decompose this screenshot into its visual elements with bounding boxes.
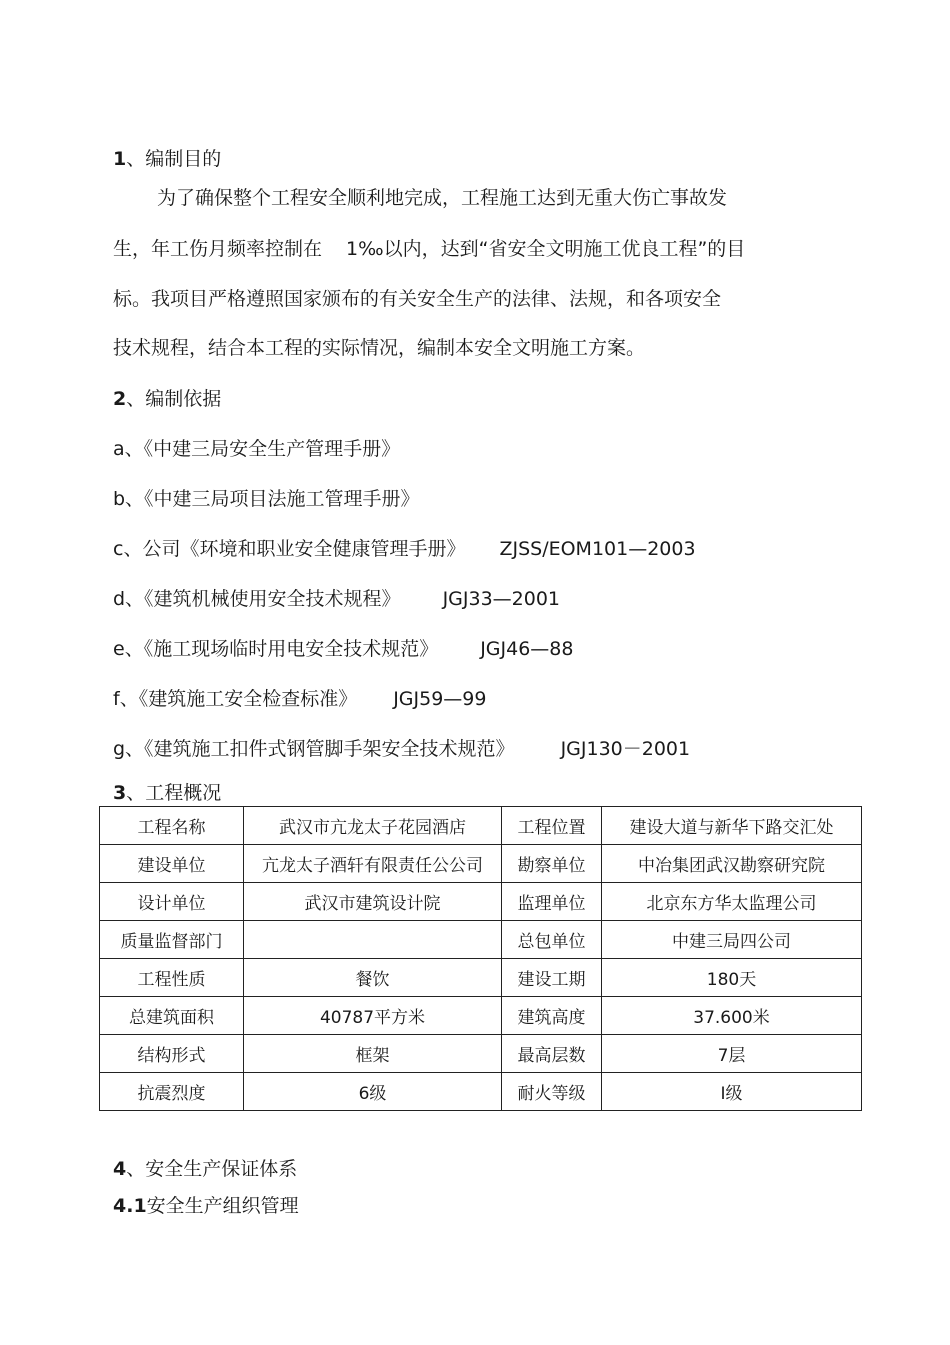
section-4-1-heading (113, 1194, 299, 1218)
table-label-cell: 总建筑面积 (100, 997, 244, 1035)
purpose-line-2 (113, 237, 745, 261)
section-1-number: 1 (113, 148, 127, 170)
table-row (100, 1035, 862, 1073)
basis-item-code: JGJ130－2001 (560, 738, 691, 760)
purpose-line-4: 技术规程，结合本工程的实际情况，编制本安全文明施工方案。 (113, 337, 646, 359)
table-value-cell: 6级 (244, 1073, 502, 1111)
table-row (100, 883, 862, 921)
table-label-cell: 监理单位 (502, 883, 602, 921)
section-3-number: 3 (113, 782, 127, 804)
project-overview-table (99, 806, 862, 1111)
table-row (100, 959, 862, 997)
basis-item-code: JGJ46—88 (480, 638, 574, 660)
overview-table-body (100, 807, 862, 1111)
purpose-line-3: 标。我项目严格遵照国家颁布的有关安全生产的法律、法规，和各项安全 (113, 288, 722, 310)
table-label-cell: 耐火等级 (502, 1073, 602, 1111)
table-label-cell: 抗震烈度 (100, 1073, 244, 1111)
table-label-cell: 建设单位 (100, 845, 244, 883)
section-4-1-title: 安全生产组织管理 (146, 1195, 299, 1217)
section-3-title: 、工程概况 (126, 782, 222, 804)
basis-item-a (113, 437, 400, 461)
section-4-heading (113, 1157, 297, 1181)
basis-item-code: JGJ59—99 (393, 688, 487, 710)
table-value-cell: 亢龙太子酒轩有限责任公公司 (244, 845, 502, 883)
section-2-title: 、编制依据 (126, 388, 222, 410)
table-label-cell: 质量监督部门 (100, 921, 244, 959)
table-row (100, 997, 862, 1035)
table-value-cell: 37.600米 (602, 997, 862, 1035)
table-label-cell: 工程位置 (502, 807, 602, 845)
table-label-cell: 设计单位 (100, 883, 244, 921)
table-value-cell (244, 921, 502, 959)
basis-item-c (113, 537, 696, 561)
section-4-number: 4 (113, 1158, 127, 1180)
basis-item-b (113, 487, 420, 511)
basis-item-text: c、公司《环境和职业安全健康管理手册》 (113, 538, 466, 560)
section-4-1-number: 4.1 (113, 1195, 147, 1217)
table-label-cell: 建设工期 (502, 959, 602, 997)
table-value-cell: 武汉市建筑设计院 (244, 883, 502, 921)
table-row (100, 807, 862, 845)
basis-item-code: ZJSS/EOM101—2003 (499, 538, 696, 560)
table-label-cell: 最高层数 (502, 1035, 602, 1073)
purpose-line-2-b: 1‰以内，达到“省安全文明施工优良工程”的目 (346, 238, 746, 260)
basis-item-code: JGJ33—2001 (442, 588, 561, 610)
table-value-cell: Ⅰ级 (602, 1073, 862, 1111)
table-label-cell: 结构形式 (100, 1035, 244, 1073)
section-3-heading (113, 781, 221, 805)
basis-item-text: f、《建筑施工安全检查标准》 (113, 688, 358, 710)
table-value-cell: 餐饮 (244, 959, 502, 997)
purpose-line-2-a: 生，年工伤月频率控制在 (113, 238, 323, 260)
table-value-cell: 7层 (602, 1035, 862, 1073)
table-label-cell: 勘察单位 (502, 845, 602, 883)
basis-item-d (113, 587, 560, 611)
section-2-heading (113, 387, 221, 411)
table-row (100, 921, 862, 959)
table-row (100, 1073, 862, 1111)
table-label-cell: 工程性质 (100, 959, 244, 997)
section-1-title: 、编制目的 (126, 148, 222, 170)
table-value-cell: 40787平方米 (244, 997, 502, 1035)
basis-item-text: g、《建筑施工扣件式钢管脚手架安全技术规范》 (113, 738, 515, 760)
purpose-line-1: 为了确保整个工程安全顺利地完成，工程施工达到无重大伤亡事故发 (157, 187, 728, 209)
section-4-title: 、安全生产保证体系 (126, 1158, 298, 1180)
table-value-cell: 180天 (602, 959, 862, 997)
table-value-cell: 建设大道与新华下路交汇处 (602, 807, 862, 845)
table-label-cell: 工程名称 (100, 807, 244, 845)
section-2-number: 2 (113, 388, 127, 410)
table-value-cell: 中建三局四公司 (602, 921, 862, 959)
basis-item-text: b、《中建三局项目法施工管理手册》 (113, 488, 420, 510)
basis-item-text: a、《中建三局安全生产管理手册》 (113, 438, 401, 460)
basis-item-text: e、《施工现场临时用电安全技术规范》 (113, 638, 439, 660)
basis-item-g (113, 737, 690, 761)
table-label-cell: 建筑高度 (502, 997, 602, 1035)
basis-item-text: d、《建筑机械使用安全技术规程》 (113, 588, 401, 610)
table-label-cell: 总包单位 (502, 921, 602, 959)
table-value-cell: 武汉市亢龙太子花园酒店 (244, 807, 502, 845)
section-1-heading (113, 147, 221, 171)
table-row (100, 845, 862, 883)
basis-item-e (113, 637, 574, 661)
table-value-cell: 框架 (244, 1035, 502, 1073)
table-value-cell: 中冶集团武汉勘察研究院 (602, 845, 862, 883)
table-value-cell: 北京东方华太监理公司 (602, 883, 862, 921)
basis-item-f (113, 687, 487, 711)
